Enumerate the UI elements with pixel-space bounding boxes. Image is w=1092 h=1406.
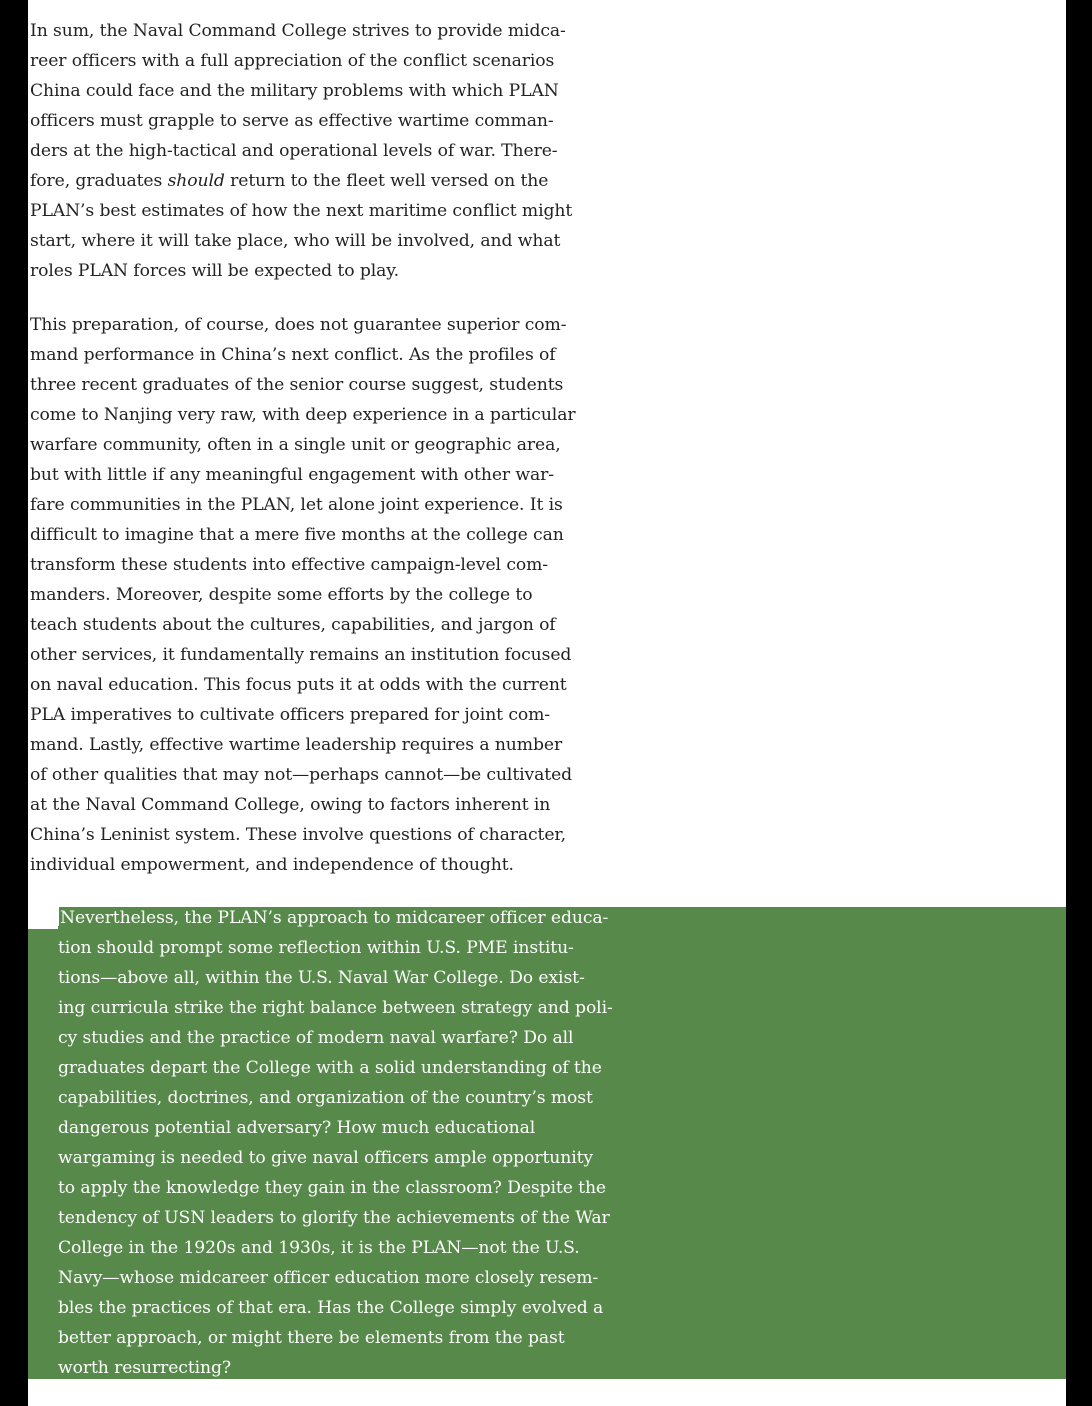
- paragraph-3-text[interactable]: Nevertheless, the PLAN’s approach to midcareer officer educa- tion should prompt some reflection within U.S. PME institu- tions—above all, within the U.S. Naval War College. Do exist- ing curricula strike the right balance between strategy and poli- cy studies and the practice of modern naval warfare? Do all graduates depart the College with a solid understanding of the capabilities, doctrines, and organization of the country’s most dangerous potential adversary? How much educational wargaming is needed to give naval officers ample opportunity to apply the knowledge they gain in the classroom? Despite the tendency of USN leaders to glorify the achievements of the War College in the 1920s and 1930s, it is the PLAN—not the U.S. Navy—whose midcareer officer education more closely resem- bles the practices of that era. Has the College simply evolved a better approach, or might there be elements from the past worth resurrecting?: [58, 908, 613, 1378]
- paragraph-1: [30, 16, 590, 286]
- paragraph-1-text-b: return to the fleet well versed on the PLAN’s best estimates of how the next maritime conflict might start, where it will take place, who will be involved, and what roles PLAN forces will be expected to play.: [30, 171, 573, 281]
- paragraph-1-text-a: In sum, the Naval Command College strives to provide midca- reer officers with a full appreciation of the conflict scenarios China could face and the military problems with which PLAN officers must grapple to serve as effective wartime comman- ders at the high-tactical and operational levels of war. There- fore, graduates: [30, 21, 566, 191]
- paragraph-3-selected[interactable]: [58, 903, 638, 1383]
- text-cursor: [58, 906, 59, 926]
- selection-start-notch: [28, 907, 58, 929]
- paragraph-1-emphasis: should: [167, 171, 225, 191]
- paragraph-2: This preparation, of course, does not guarantee superior com- mand performance in China’s next conflict. As the profiles of three recent graduates of the senior course suggest, students come to Nanjing very raw, with deep experience in a particular warfare community, often in a single unit or geographic area, but with little if any meaningful engagement with other war- fare communities in the PLAN, let alone joint experience. It is difficult to imagine that a mere five months at the college can transform these students into effective campaign-level com- manders. Moreover, despite some efforts by the college to teach students about the cultures, capabilities, and jargon of other services, it fundamentally remains an institution focused on naval education. This focus puts it at odds with the current PLA imperatives to cultivate officers prepared for joint com- mand. Lastly, effective wartime leadership requires a number of other qualities that may not—perhaps cannot—be cultivated at the Naval Command College, owing to factors inherent in China’s Leninist system. These involve questions of character, individual empowerment, and independence of thought.: [30, 315, 576, 875]
